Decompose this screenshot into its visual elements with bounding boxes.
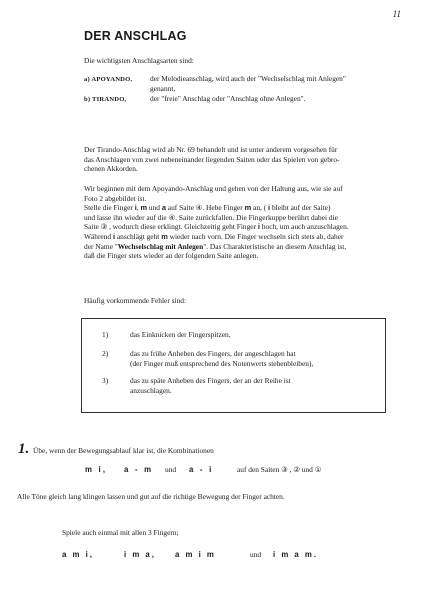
- exercise-text: Übe, wenn der Bewegungsablauf klar ist, die Kombinationen: [33, 446, 214, 455]
- definition-tirando: [84, 94, 384, 105]
- page-number: 11: [392, 9, 401, 19]
- fault-item: 2) das zu frühe Anheben des Fingers, der angeschlagen hat (der Finger muß entsprechend des Notenwerts stehenbleiben),: [102, 349, 314, 368]
- definition-term: b) TIRANDO,: [84, 96, 127, 104]
- exercise-instruction: Alle Töne gleich lang klingen lassen und gut auf die richtige Bewegung der Finger achten.: [17, 492, 285, 501]
- exercise-number: 1.: [18, 441, 30, 457]
- definition-description: der Melodieanschlag, wird auch der "Wechselschlag mit Anlegen" genannt,: [150, 74, 346, 93]
- page-title: DER ANSCHLAG: [84, 29, 187, 43]
- combo-am: a - m: [124, 465, 154, 474]
- combo-amim: a m i m: [175, 550, 216, 559]
- combo-ami: a m i,: [62, 550, 94, 559]
- paragraph-tirando: Der Tirando-Anschlag wird ab Nr. 69 behandelt und ist unter anderem vorgesehen für das Anschlagen von zwei nebeneinander liegenden Saiten oder das Spielen von gebro- chenen Akkorden.: [84, 145, 340, 174]
- fault-item: 1) das Einknicken der Fingerspitzen,: [102, 330, 231, 339]
- combo-imam: i m a m.: [273, 550, 319, 559]
- definition-description: der "freie" Anschlag oder "Anschlag ohne Anlegen".: [150, 94, 306, 104]
- paragraph-apoyando: Wir beginnen mit dem Apoyando-Anschlag und gehen von der Haltung aus, wie sie auf Foto 2 abgebildet ist. Stelle die Finger i, m und a auf Saite ④. Hebe Finger m an, ( i bleibt auf der Saite) und lasse ihn wieder auf die ④. Saite zurückfallen. Die Fingerkuppe berührt dabei die Saite ③ , wodurch diese erklingt. Gleichzeitig geht Finger i hoch, um auch anzuschlagen. Während i anschlägt geht m wieder nach vorn. Die Finger wechseln sich stets ab, daher der Name "Wechselschlag mit Anlegen". Das Charakteristische an diesem Anschlag ist, daß die Finger stets wieder an der folgenden Saite anlegen.: [84, 184, 349, 261]
- combo-ima: i m a,: [124, 550, 156, 559]
- combo-mi: m i,: [85, 465, 108, 474]
- faults-box: [81, 318, 386, 413]
- intro-text: Die wichtigsten Anschlagsarten sind:: [84, 56, 194, 65]
- faults-heading: Häufig vorkommende Fehler sind:: [84, 296, 187, 305]
- combo-und: und: [165, 465, 177, 474]
- strings-text: auf den Saiten ③ , ② und ①: [237, 465, 322, 474]
- fault-item: 3) das zu späte Anheben des Fingers, der an der Reihe ist anzuschlagen.: [102, 376, 291, 395]
- definitions-list: [84, 74, 384, 106]
- combo-und: und: [250, 550, 262, 559]
- three-finger-text: Spiele auch einmal mit allen 3 Fingern;: [62, 528, 179, 537]
- definition-apoyando: [84, 74, 384, 93]
- combo-ai: a - i: [189, 465, 214, 474]
- definition-term: a) APOYANDO,: [84, 76, 133, 83]
